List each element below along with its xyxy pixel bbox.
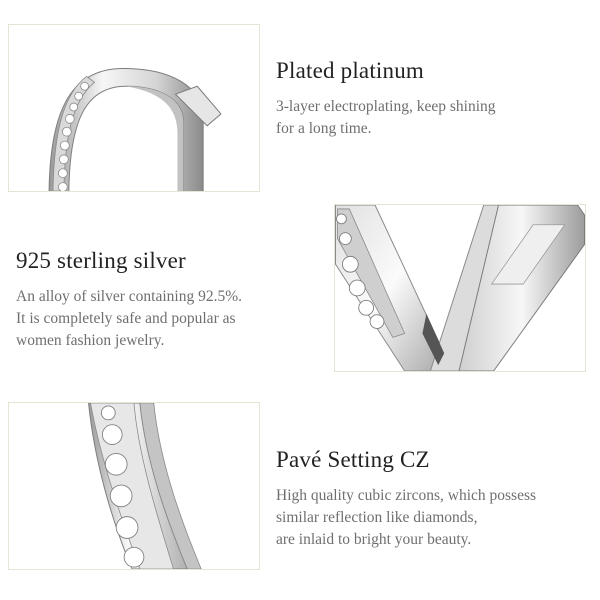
feature-plated-platinum <box>276 58 496 140</box>
feature-description-line: are inlaid to bright your beauty. <box>276 531 472 548</box>
feature-description-line: High quality cubic zircons, which possess <box>276 487 537 504</box>
feature-description-line: women fashion jewelry. <box>16 332 165 349</box>
feature-pave-setting <box>276 447 536 551</box>
earring-hinge-image <box>9 25 259 191</box>
feature-description <box>276 96 496 140</box>
feature-title: 925 sterling silver <box>16 248 186 273</box>
product-photo-pave <box>8 402 260 570</box>
product-photo-hinge <box>8 24 260 192</box>
feature-description-line: for a long time. <box>276 120 372 137</box>
feature-title: Plated platinum <box>276 58 425 83</box>
feature-description-line: It is completely safe and popular as <box>16 310 236 327</box>
earring-pave-image <box>9 403 259 569</box>
feature-sterling-silver <box>16 248 242 352</box>
feature-description-line: An alloy of silver containing 92.5%. <box>16 288 242 305</box>
feature-title: Pavé Setting CZ <box>276 447 430 472</box>
feature-description-line: 3-layer electroplating, keep shining <box>276 98 496 115</box>
product-photo-closeup <box>334 204 586 372</box>
feature-description <box>276 485 536 551</box>
feature-description <box>16 286 242 352</box>
earring-closeup-image <box>335 205 585 371</box>
feature-description-line: similar reflection like diamonds, <box>276 509 478 526</box>
